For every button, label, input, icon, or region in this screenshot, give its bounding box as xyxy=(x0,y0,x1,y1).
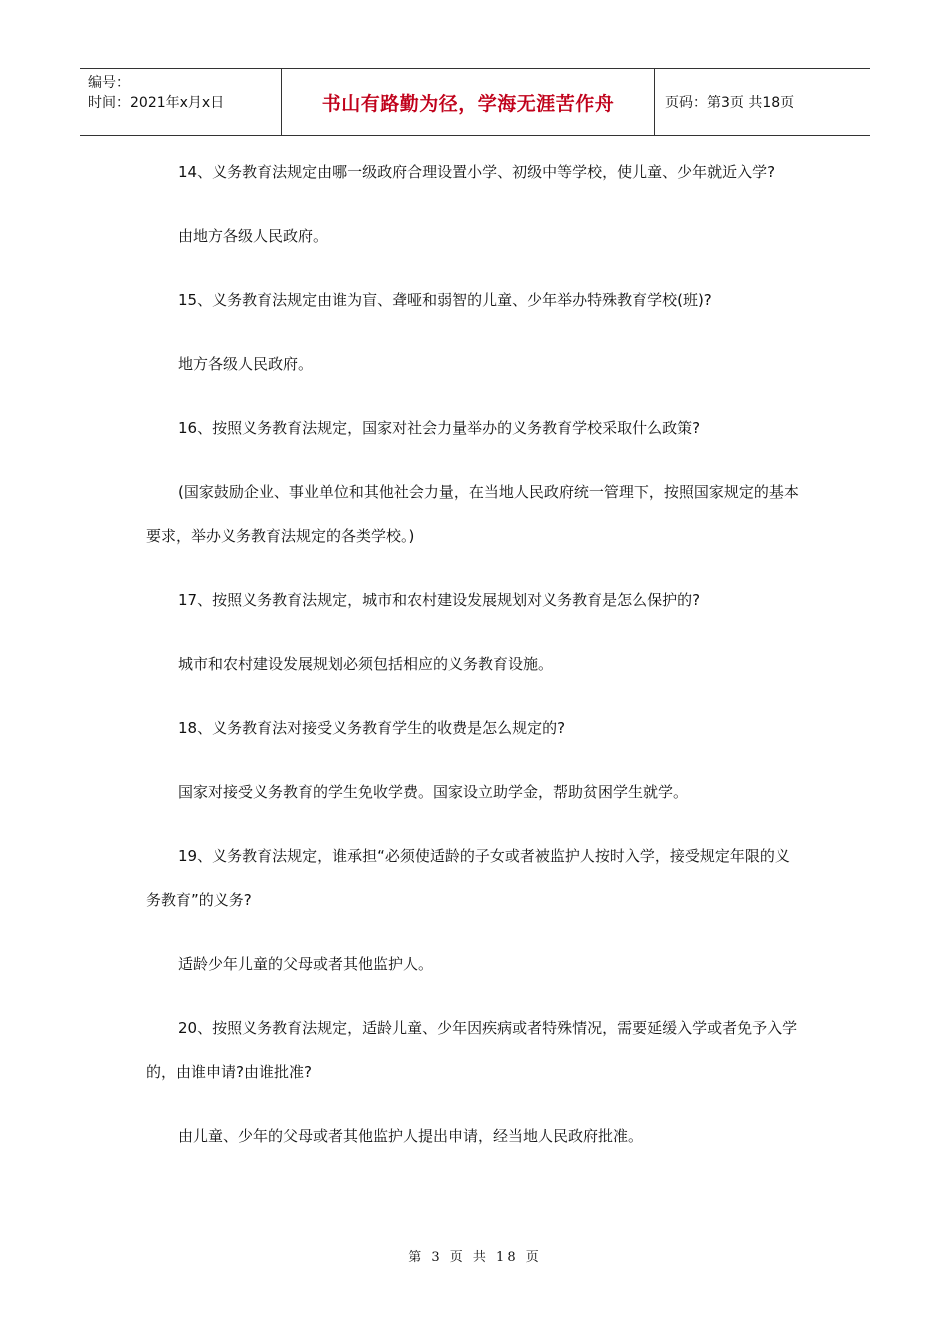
question-14: 14、义务教育法规定由哪一级政府合理设置小学、初级中等学校，使儿童、少年就近入学? xyxy=(178,163,776,181)
question-20: 20、按照义务教育法规定，适龄儿童、少年因疾病或者特殊情况，需要延缓入学或者免予入学的，由谁申请?由谁批准? xyxy=(146,1019,798,1081)
number-label: 编号： xyxy=(88,75,130,91)
answer-18: 国家对接受义务教育的学生免收学费。国家设立助学金，帮助贫困学生就学。 xyxy=(178,783,689,801)
answer-19: 适龄少年儿童的父母或者其他监护人。 xyxy=(178,955,434,973)
date-label: 时间：2021年x月x日 xyxy=(88,95,225,111)
question-19: 19、义务教育法规定，谁承担“必须使适龄的子女或者被监护人按时入学，接受规定年限的义务教育”的义务? xyxy=(146,847,790,909)
header-page-info xyxy=(655,69,870,135)
page-info-text: 页码：第3页 共18页 xyxy=(665,95,795,111)
answer-16: (国家鼓励企业、事业单位和其他社会力量，在当地人民政府统一管理下，按照国家规定的基本要求，举办义务教育法规定的各类学校。) xyxy=(146,483,799,545)
document-body xyxy=(146,150,804,1178)
header-motto-cell xyxy=(282,69,655,135)
question-15: 15、义务教育法规定由谁为盲、聋哑和弱智的儿童、少年举办特殊教育学校(班)? xyxy=(178,291,712,309)
question-18: 18、义务教育法对接受义务教育学生的收费是怎么规定的? xyxy=(178,719,566,737)
answer-15: 地方各级人民政府。 xyxy=(178,355,314,373)
question-17: 17、按照义务教育法规定，城市和农村建设发展规划对义务教育是怎么保护的? xyxy=(178,591,701,609)
answer-14: 由地方各级人民政府。 xyxy=(178,227,329,245)
answer-17: 城市和农村建设发展规划必须包括相应的义务教育设施。 xyxy=(178,655,554,673)
page-header xyxy=(80,68,870,136)
question-16: 16、按照义务教育法规定，国家对社会力量举办的义务教育学校采取什么政策? xyxy=(178,419,701,437)
motto-text: 书山有路勤为径，学海无涯苦作舟 xyxy=(321,92,615,115)
header-meta xyxy=(80,69,282,135)
answer-20: 由儿童、少年的父母或者其他监护人提出申请，经当地人民政府批准。 xyxy=(178,1127,644,1145)
page-footer: 第 3 页 共 18 页 xyxy=(408,1250,542,1265)
